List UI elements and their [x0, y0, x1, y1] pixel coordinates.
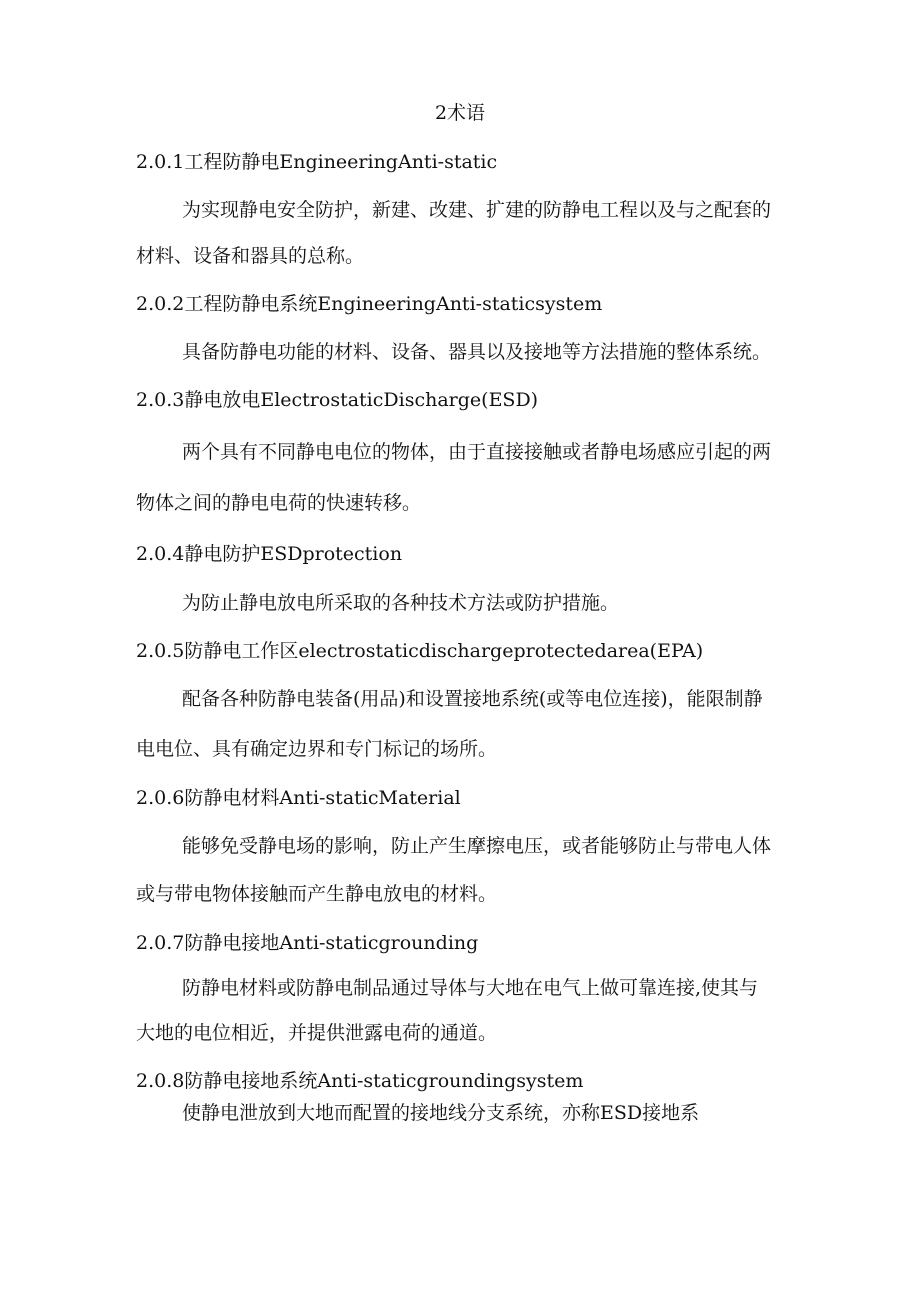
term-heading-2-0-2: 2.0.2工程防静电系统EngineeringAnti-staticsystem	[136, 293, 603, 315]
term-body-line: 为防止静电放电所采取的各种技术方法或防护措施。	[182, 592, 620, 614]
section-title: 2术语	[434, 102, 486, 124]
term-body-line: 两个具有不同静电电位的物体，由于直接接触或者静电场感应引起的两	[182, 441, 772, 463]
term-body-line: 材料、设备和器具的总称。	[136, 245, 365, 267]
term-body-line: 能够免受静电场的影响，防止产生摩擦电压，或者能够防止与带电人体	[182, 835, 772, 857]
term-body-line: 使静电泄放到大地而配置的接地线分支系统，亦称ESD接地系	[182, 1102, 700, 1124]
term-heading-2-0-4: 2.0.4静电防护ESDprotection	[136, 543, 403, 565]
term-heading-2-0-5: 2.0.5防静电工作区electrostaticdischargeprotectedarea(EPA)	[136, 640, 704, 662]
term-heading-2-0-1: 2.0.1工程防静电EngineeringAnti-static	[136, 151, 498, 173]
term-heading-2-0-8: 2.0.8防静电接地系统Anti-staticgroundingsystem	[136, 1070, 584, 1092]
term-body-line: 或与带电物体接触而产生静电放电的材料。	[136, 883, 498, 905]
term-body-line: 防静电材料或防静电制品通过导体与大地在电气上做可靠连接,使其与	[182, 977, 759, 999]
term-heading-2-0-3: 2.0.3静电放电ElectrostaticDischarge(ESD)	[136, 389, 539, 411]
term-heading-2-0-7: 2.0.7防静电接地Anti-staticgrounding	[136, 932, 479, 954]
term-heading-2-0-6: 2.0.6防静电材料Anti-staticMaterial	[136, 787, 461, 809]
term-body-line: 具备防静电功能的材料、设备、器具以及接地等方法措施的整体系统。	[182, 341, 772, 363]
term-body-line: 物体之间的静电电荷的快速转移。	[136, 492, 422, 514]
term-body-line: 电电位、具有确定边界和专门标记的场所。	[136, 738, 498, 760]
term-body-line: 为实现静电安全防护，新建、改建、扩建的防静电工程以及与之配套的	[182, 199, 772, 221]
term-body-line: 配备各种防静电装备(用品)和设置接地系统(或等电位连接)，能限制静	[182, 688, 763, 710]
term-body-line: 大地的电位相近，并提供泄露电荷的通道。	[136, 1022, 498, 1044]
